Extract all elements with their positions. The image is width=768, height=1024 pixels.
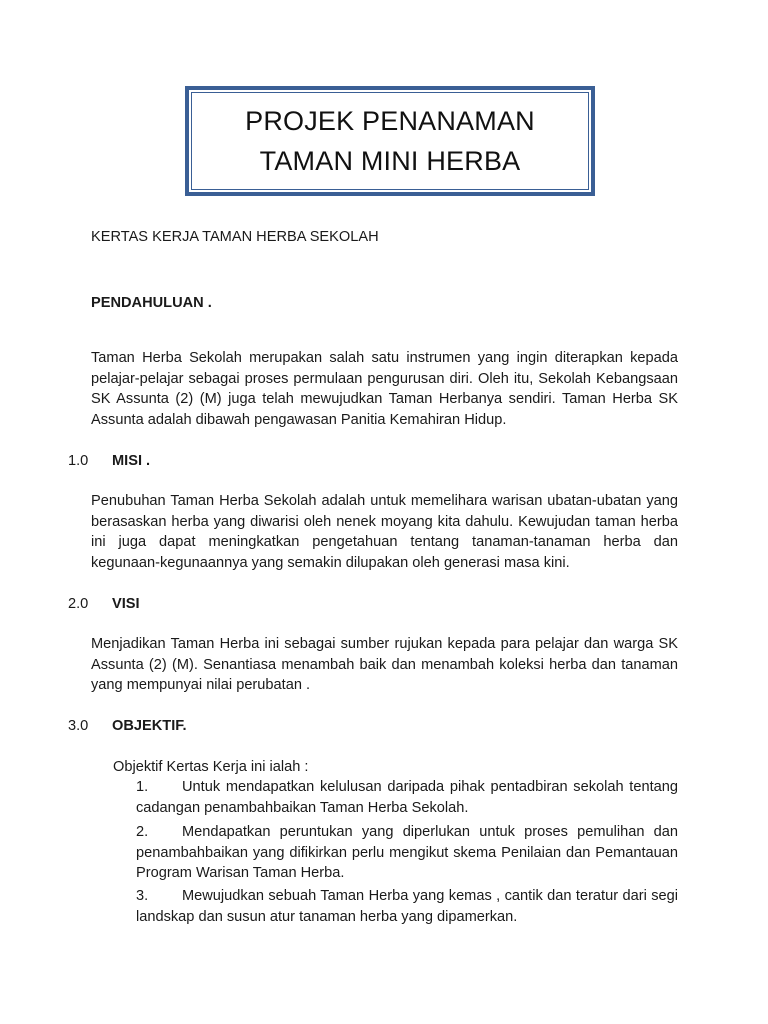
list-item-text: Untuk mendapatkan kelulusan daripada pihak pentadbiran sekolah tentang cadangan penambahbaikan Taman Herba Sekolah. [136, 779, 678, 816]
intro-paragraph: Taman Herba Sekolah merupakan salah satu instrumen yang ingin diterapkan kepada pelajar-pelajar sebagai proses permulaan pengurusan diri. Oleh itu, Sekolah Kebangsaan SK Assunta (2) (M) juga telah mewujudkan Taman Herbanya sendiri. Taman Herba SK Assunta adalah dibawah pengawasan Panitia Kemahiran Hidup. [91, 350, 678, 428]
list-item-number: 2. [136, 824, 149, 840]
section-number-3: 3.0 [68, 718, 89, 734]
title-line-1: PROJEK PENANAMAN [245, 106, 535, 136]
misi-paragraph: Penubuhan Taman Herba Sekolah adalah untuk memelihara warisan ubatan-ubatan yang berasaskan herba yang diwarisi oleh nenek moyang kita dahulu. Kewujudan taman herba ini juga dapat meningkatkan pengetahuan tentang tanaman-tanaman herba dan kegunaan-kegunaannya yang semakin dilupakan oleh generasi masa kini. [91, 493, 678, 571]
document-subtitle: KERTAS KERJA TAMAN HERBA SEKOLAH [91, 229, 379, 245]
list-item [136, 777, 678, 818]
visi-paragraph: Menjadikan Taman Herba ini sebagai sumber rujukan kepada para pelajar dan warga SK Assunta (2) (M). Senantiasa menambah baik dan menambah koleksi herba dan tanaman yang mempunyai nilai perubatan . [91, 636, 678, 693]
section-heading-misi: MISI . [112, 453, 151, 469]
list-item-text: Mewujudkan sebuah Taman Herba yang kemas , cantik dan teratur dari segi landskap dan susun atur tanaman herba yang dipamerkan. [136, 888, 678, 925]
title-line-2: TAMAN MINI HERBA [259, 146, 521, 176]
list-item-number: 1. [136, 779, 149, 795]
section-heading-visi: VISI [112, 596, 140, 612]
list-item [136, 886, 678, 927]
title-box [185, 86, 595, 196]
list-item-number: 3. [136, 888, 149, 904]
section-number-2: 2.0 [68, 596, 89, 612]
objektif-intro: Objektif Kertas Kerja ini ialah : [113, 759, 309, 775]
list-item-text: Mendapatkan peruntukan yang diperlukan untuk proses pemulihan dan penambahbaikan yang difikirkan perlu mengikut skema Penilaian dan Pemantauan Program Warisan Taman Herba. [136, 824, 678, 881]
section-heading-objektif: OBJEKTIF. [112, 718, 187, 734]
section-number-1: 1.0 [68, 453, 89, 469]
intro-heading: PENDAHULUAN . [91, 295, 212, 311]
list-item [136, 822, 678, 884]
